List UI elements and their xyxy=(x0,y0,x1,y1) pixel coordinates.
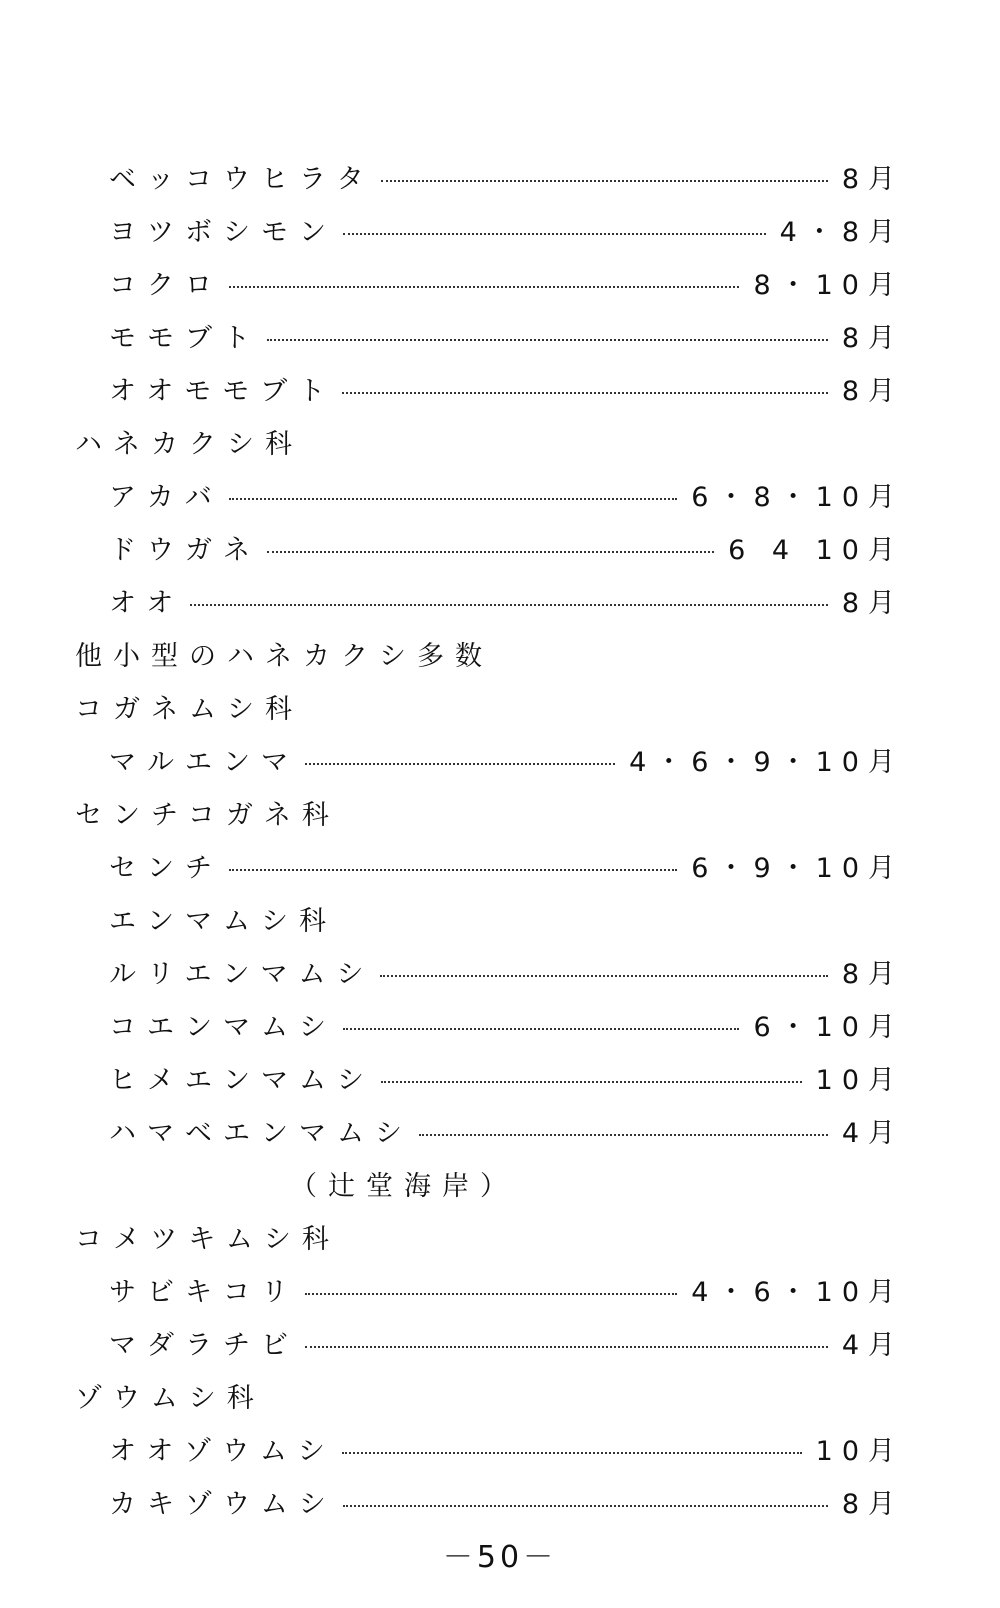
family-heading xyxy=(75,415,895,468)
months-observed: 10月 xyxy=(815,1436,904,1467)
species-name: コエンマムシ xyxy=(109,1012,337,1043)
dotted-leader xyxy=(343,233,766,235)
dotted-leader xyxy=(305,763,615,765)
species-name: オオ xyxy=(109,588,185,619)
species-name: マダラチビ xyxy=(109,1330,299,1361)
months-observed: 4月 xyxy=(841,1330,904,1361)
months-observed: 8月 xyxy=(841,959,904,990)
species-entry xyxy=(75,203,904,256)
months-observed: 6・10月 xyxy=(753,1012,904,1043)
species-entry xyxy=(75,945,904,998)
family-name: 他小型のハネカクシ多数 xyxy=(75,641,493,672)
family-name: コメツキムシ科 xyxy=(75,1224,340,1255)
dotted-leader xyxy=(305,1293,677,1295)
family-heading xyxy=(75,627,895,680)
species-name: ドウガネ xyxy=(109,535,261,566)
species-name: モモブト xyxy=(109,323,261,354)
months-observed: 4・6・10月 xyxy=(691,1277,904,1308)
months-observed: 8月 xyxy=(841,1489,904,1520)
dotted-leader xyxy=(229,869,677,871)
species-name: ヨツボシモン xyxy=(109,217,337,248)
species-entry xyxy=(75,309,904,362)
species-entry xyxy=(75,1051,904,1104)
dotted-leader xyxy=(267,551,714,553)
note-text: （辻堂海岸） xyxy=(290,1171,518,1202)
species-name: ベッコウヒラタ xyxy=(109,164,375,195)
species-entry xyxy=(75,733,904,786)
dotted-leader xyxy=(381,1081,802,1083)
species-name: オオゾウムシ xyxy=(109,1436,336,1467)
months-observed: 4月 xyxy=(841,1118,904,1149)
species-name: ヒメエンマムシ xyxy=(109,1065,375,1096)
species-entry xyxy=(75,1263,904,1316)
months-observed: 8月 xyxy=(841,323,904,354)
months-observed: 6 4 10月 xyxy=(728,535,904,566)
family-name: コガネムシ科 xyxy=(75,694,303,725)
species-name: ルリエンマムシ xyxy=(109,959,375,990)
months-observed: 6・8・10月 xyxy=(691,482,904,513)
species-name: サビキコリ xyxy=(109,1277,299,1308)
species-name: カキゾウムシ xyxy=(109,1489,337,1520)
species-name: オオモモブト xyxy=(109,376,337,407)
species-entry xyxy=(75,150,904,203)
dotted-leader xyxy=(343,1505,828,1507)
dotted-leader xyxy=(229,286,739,288)
species-entry xyxy=(75,998,904,1051)
dotted-leader xyxy=(343,1028,739,1030)
months-observed: 6・9・10月 xyxy=(691,853,904,884)
species-name: センチ xyxy=(109,853,223,884)
species-name: ハマベエンマムシ xyxy=(109,1118,413,1149)
months-observed: 4・8月 xyxy=(779,217,904,248)
months-observed: 4・6・9・10月 xyxy=(629,747,904,778)
species-list xyxy=(75,150,904,1528)
family-name: エンマムシ科 xyxy=(109,906,337,937)
dotted-leader xyxy=(380,975,827,977)
species-entry xyxy=(75,1422,904,1475)
species-entry xyxy=(75,256,904,309)
species-entry xyxy=(75,1316,904,1369)
dotted-leader xyxy=(342,392,828,394)
dotted-leader xyxy=(229,498,678,500)
page-number: －50－ xyxy=(442,1540,558,1575)
family-heading xyxy=(75,1210,895,1263)
family-heading xyxy=(75,786,895,839)
family-heading xyxy=(75,892,895,945)
family-name: ハネカクシ科 xyxy=(75,429,303,460)
dotted-leader xyxy=(267,339,828,341)
species-entry xyxy=(75,574,904,627)
dotted-leader xyxy=(381,180,828,182)
species-entry xyxy=(75,468,904,521)
months-observed: 10月 xyxy=(815,1065,904,1096)
species-entry xyxy=(75,839,904,892)
dotted-leader xyxy=(190,604,828,606)
species-entry xyxy=(75,521,904,574)
family-name: ゾウムシ科 xyxy=(75,1383,265,1414)
dotted-leader xyxy=(419,1134,828,1136)
species-entry xyxy=(75,1475,904,1528)
species-entry xyxy=(75,362,904,415)
months-observed: 8月 xyxy=(841,164,904,195)
months-observed: 8月 xyxy=(841,376,904,407)
species-entry xyxy=(75,1104,904,1157)
species-name: マルエンマ xyxy=(109,747,299,778)
dotted-leader xyxy=(305,1346,828,1348)
family-heading xyxy=(75,680,895,733)
dotted-leader xyxy=(342,1452,802,1454)
months-observed: 8月 xyxy=(841,588,904,619)
family-name: センチコガネ科 xyxy=(75,800,340,831)
species-name: コクロ xyxy=(109,270,223,301)
months-observed: 8・10月 xyxy=(753,270,904,301)
family-heading xyxy=(75,1369,895,1422)
location-note xyxy=(75,1157,895,1210)
species-name: アカバ xyxy=(109,482,223,513)
